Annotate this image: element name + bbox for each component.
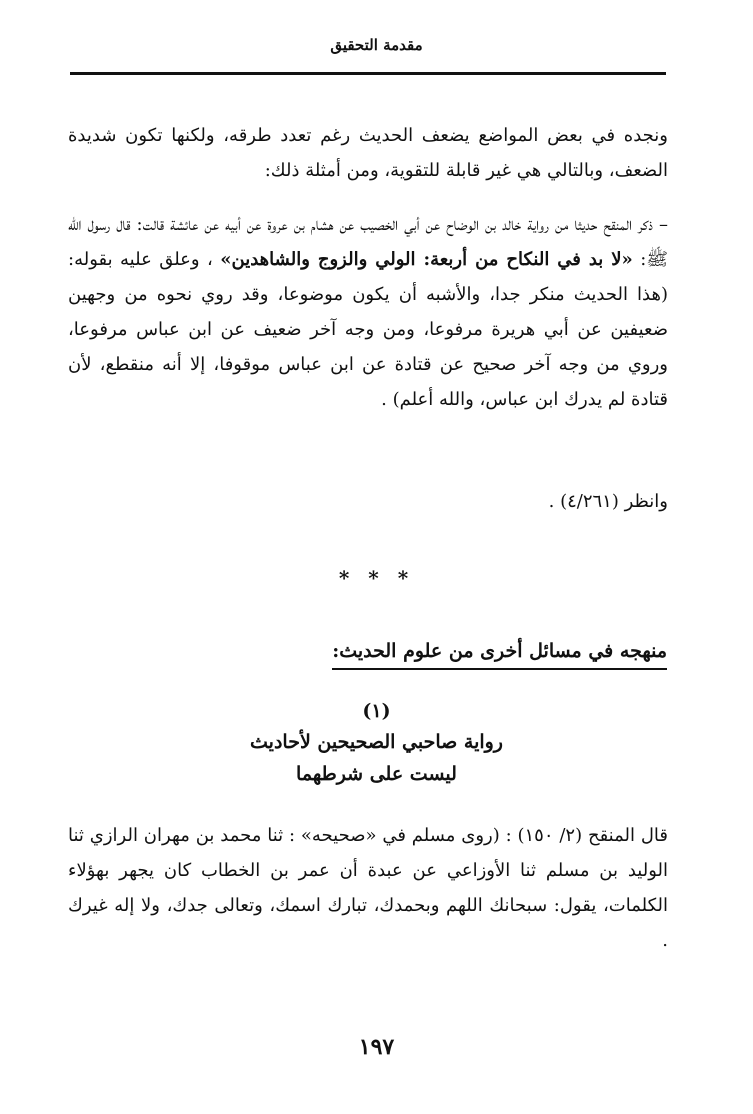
subsection-title-line-1: رواية صاحبي الصحيحين لأحاديث: [250, 731, 503, 753]
paragraph-quote: قال المنقح (٢/ ١٥٠) : (روى مسلم في «صحيحه» : ثنا محمد بن مهران الرازي ثنا الوليد بن مسلم ثنا الأوزاعي عن عبدة أن عمر بن الخطاب كان يجهر بهؤلاء الكلمات، يقول: سبحانك اللهم وبحمدك، تبارك اسمك، وتعالى جدك، ولا إله غيرك .: [68, 825, 669, 951]
example-intro-text: – ذكر المنقح حديثا من رواية خالد بن الوضاح عن أبي الخصيب عن هشام بن عروة عن أبيه عن عائشة قالت: قال رسول الله ﷺ:: [68, 214, 668, 270]
example-commentary: ، وعلق عليه بقوله: (هذا الحديث منكر جدا، والأشبه أن يكون موضوعا، وقد روي نحوه من وجهين ضعيفين عن أبي هريرة مرفوعا، ومن وجه آخر ضعيف عن ابن عباس مرفوعا، وروي من وجه آخر صحيح عن قتادة عن ابن عباس موقوفا، إلا أنه منقطع، لأن قتادة لم يدرك ابن عباس، والله أعلم) .: [68, 249, 668, 410]
running-header: مقدمة التحقيق: [330, 36, 423, 54]
subsection-title-line-2: ليست على شرطهما: [296, 763, 457, 785]
paragraph-example: [68, 207, 668, 417]
paragraph-reference: وانظر (٤/٢٦١) .: [548, 491, 668, 512]
header-rule: [70, 72, 666, 75]
section-separator: * * *: [338, 566, 415, 590]
hadith-quote: «لا بد في النكاح من أربعة: الولي والزوج والشاهدين»: [220, 249, 633, 270]
page-number: ١٩٧: [358, 1034, 395, 1060]
paragraph-intro: ونجده في بعض المواضع يضعف الحديث رغم تعدد طرقه، ولكنها تكون شديدة الضعف، وبالتالي هي غير قابلة للتقوية، ومن أمثلة ذلك:: [68, 125, 668, 181]
subsection-number: (١): [362, 700, 391, 722]
section-heading: منهجه في مسائل أخرى من علوم الحديث:: [332, 640, 667, 670]
